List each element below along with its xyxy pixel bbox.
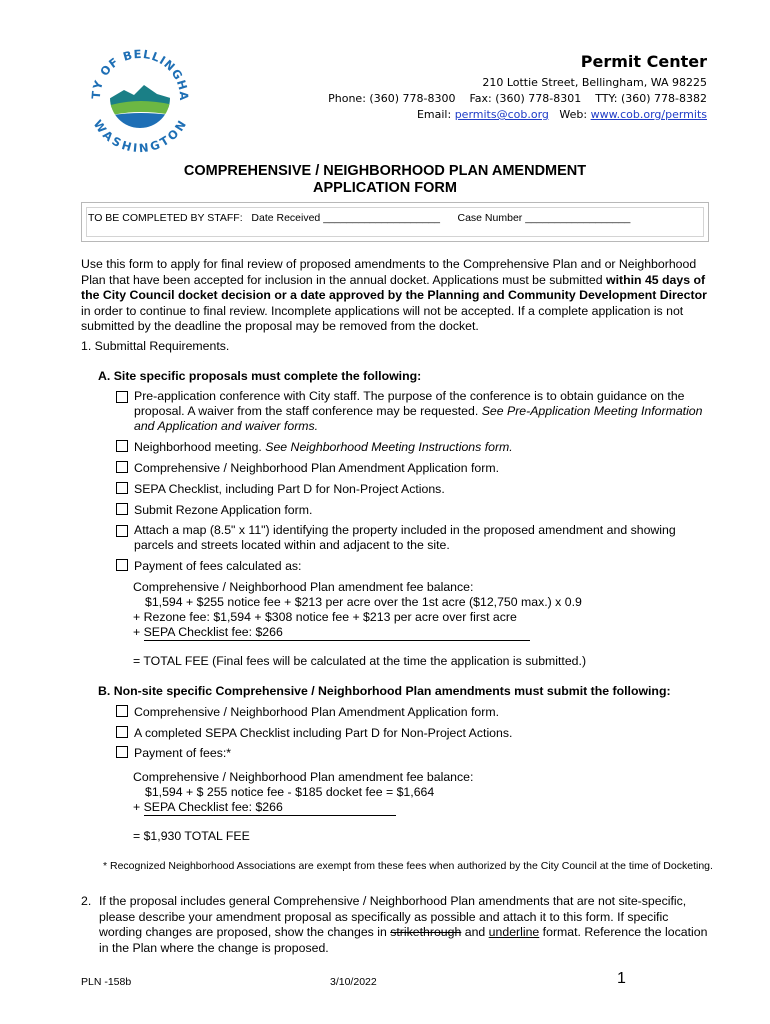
checklist-item bbox=[116, 523, 710, 553]
fee-line-b2 bbox=[133, 800, 396, 816]
item-note: See Pre-Application Meeting Information and Application and waiver forms. bbox=[134, 404, 703, 433]
email-link[interactable]: permits@cob.org bbox=[454, 108, 549, 121]
staff-label: TO BE COMPLETED BY STAFF: bbox=[88, 212, 243, 224]
section-2-part2: format. Reference the location in the Plan where the change is proposed. bbox=[99, 925, 708, 955]
item-text: Pre-application conference with City staff. The purpose of the conference is to obtain guidance on the proposal. A waiver from the staff conference may be requested. bbox=[134, 389, 685, 418]
intro-deadline: within 45 days of the City Council docket decision or a date approved by the Planning and Community Development Director bbox=[81, 272, 707, 302]
total-fee-b: = $1,930 TOTAL FEE bbox=[133, 829, 250, 843]
checklist-item bbox=[116, 440, 513, 455]
phone: Phone: (360) 778-8300 bbox=[328, 92, 456, 105]
sepa-fee-text: SEPA Checklist fee: $266 bbox=[143, 800, 283, 814]
checkbox[interactable] bbox=[116, 461, 128, 473]
staff-box bbox=[81, 202, 709, 242]
footnote: * Recognized Neighborhood Associations are exempt from these fees when authorized by the City Council at the time of Docketing. bbox=[103, 860, 713, 872]
fax: Fax: (360) 778-8301 bbox=[469, 92, 582, 105]
intro-text-1: Use this form to apply for final review of proposed amendments to the Comprehensive Plan and or Neighborhood Plan that have been accepted for inclusion in the annual docket. Applications must be submitted bbox=[81, 257, 697, 287]
date-received-label: Date Received bbox=[251, 212, 321, 224]
fee-prefix: + bbox=[133, 625, 144, 639]
item-text: Submit Rezone Application form. bbox=[134, 503, 313, 517]
page-number: 1 bbox=[617, 970, 626, 987]
total-fee-a: = TOTAL FEE (Final fees will be calculated at the time the application is submitted.) bbox=[133, 654, 587, 668]
fee-prefix: + bbox=[133, 800, 144, 814]
contact-phones bbox=[328, 92, 707, 105]
checkbox[interactable] bbox=[116, 559, 128, 571]
underline-example: underline bbox=[488, 925, 540, 939]
item-note: See Neighborhood Meeting Instructions form. bbox=[265, 440, 513, 454]
logo-bottom-text: WASHINGTON bbox=[90, 117, 190, 154]
fee-line-a3 bbox=[133, 625, 530, 641]
item-text: Comprehensive / Neighborhood Plan Amendment Application form. bbox=[134, 705, 500, 719]
permit-center-title: Permit Center bbox=[580, 52, 707, 71]
checklist-item bbox=[116, 461, 499, 476]
fee-intro-a: Comprehensive / Neighborhood Plan amendment fee balance: bbox=[133, 580, 474, 594]
checkbox[interactable] bbox=[116, 391, 128, 403]
checkbox[interactable] bbox=[116, 705, 128, 717]
checkbox[interactable] bbox=[116, 482, 128, 494]
date-received-field[interactable]: ____________________ bbox=[323, 212, 440, 224]
web-link[interactable]: www.cob.org/permits bbox=[590, 108, 707, 121]
checklist-item bbox=[116, 726, 512, 741]
intro-paragraph bbox=[81, 257, 709, 335]
intro-text-2: in order to continue to final review. Incomplete applications will not be accepted. If a complete application is not submitted by the deadline the proposal may be removed from the docket. bbox=[81, 303, 684, 333]
checkbox[interactable] bbox=[116, 440, 128, 452]
section-b-heading: B. Non-site specific Comprehensive / Neighborhood Plan amendments must submit the following: bbox=[98, 684, 671, 698]
section-2-number: 2. bbox=[81, 894, 92, 908]
form-title-line2: APPLICATION FORM bbox=[313, 180, 457, 196]
checklist-item bbox=[116, 389, 710, 434]
checklist-item bbox=[116, 482, 445, 497]
fee-line-b1: $1,594 + $ 255 notice fee - $185 docket fee = $1,664 bbox=[145, 785, 435, 799]
item-text: SEPA Checklist, including Part D for Non-Project Actions. bbox=[134, 482, 445, 496]
item-text: Attach a map (8.5" x 11") identifying the property included in the proposed amendment and showing parcels and streets located within and adjacent to the site. bbox=[134, 523, 676, 552]
section-a-heading: A. Site specific proposals must complete the following: bbox=[98, 369, 422, 383]
address: 210 Lottie Street, Bellingham, WA 98225 bbox=[482, 76, 707, 89]
city-logo bbox=[82, 38, 198, 154]
web-label: Web: bbox=[559, 108, 588, 121]
form-title-line1: COMPREHENSIVE / NEIGHBORHOOD PLAN AMENDMENT bbox=[183, 163, 587, 179]
email-label: Email: bbox=[416, 108, 452, 121]
section-2-mid: and bbox=[461, 925, 489, 939]
section-2-part1: If the proposal includes general Comprehensive / Neighborhood Plan amendments that are not site-specific, please describe your amendment proposal as specifically as possible and attach it to this form. If specific wording changes are proposed, show the changes in bbox=[99, 894, 687, 939]
item-text: A completed SEPA Checklist including Part D for Non-Project Actions. bbox=[134, 726, 513, 740]
checkbox[interactable] bbox=[116, 503, 128, 515]
form-number: PLN -158b bbox=[81, 976, 132, 988]
section-2-text bbox=[99, 894, 711, 956]
tty: TTY: (360) 778-8382 bbox=[595, 92, 707, 105]
checkbox[interactable] bbox=[116, 726, 128, 738]
item-text: Neighborhood meeting. bbox=[134, 440, 266, 454]
logo-top-text: TY OF BELLINGHA bbox=[88, 46, 192, 102]
case-number-label: Case Number bbox=[457, 212, 523, 224]
checklist-item bbox=[116, 705, 499, 720]
fee-line-a2: + Rezone fee: $1,594 + $308 notice fee + $213 per acre over first acre bbox=[133, 610, 517, 624]
checkbox[interactable] bbox=[116, 525, 128, 537]
strikethrough-example: strikethrough bbox=[390, 925, 462, 939]
sepa-fee bbox=[144, 625, 530, 641]
sepa-fee bbox=[144, 800, 396, 816]
sepa-fee-text: SEPA Checklist fee: $266 bbox=[143, 625, 283, 639]
item-text: Payment of fees calculated as: bbox=[134, 559, 302, 573]
item-text: Payment of fees:* bbox=[134, 746, 232, 760]
checklist-item bbox=[116, 746, 231, 761]
case-number-field[interactable]: __________________ bbox=[525, 212, 631, 224]
form-title bbox=[0, 163, 770, 197]
checkbox[interactable] bbox=[116, 746, 128, 758]
fee-intro-b: Comprehensive / Neighborhood Plan amendment fee balance: bbox=[133, 770, 474, 784]
checklist-item bbox=[116, 503, 312, 518]
form-date: 3/10/2022 bbox=[330, 976, 377, 988]
item-text: Comprehensive / Neighborhood Plan Amendment Application form. bbox=[134, 461, 500, 475]
checklist-item bbox=[116, 559, 301, 574]
fee-line-a1: $1,594 + $255 notice fee + $213 per acre over the 1st acre ($12,750 max.) x 0.9 bbox=[145, 595, 582, 609]
contact-web bbox=[417, 108, 707, 121]
section-1-heading: 1. Submittal Requirements. bbox=[81, 339, 230, 353]
